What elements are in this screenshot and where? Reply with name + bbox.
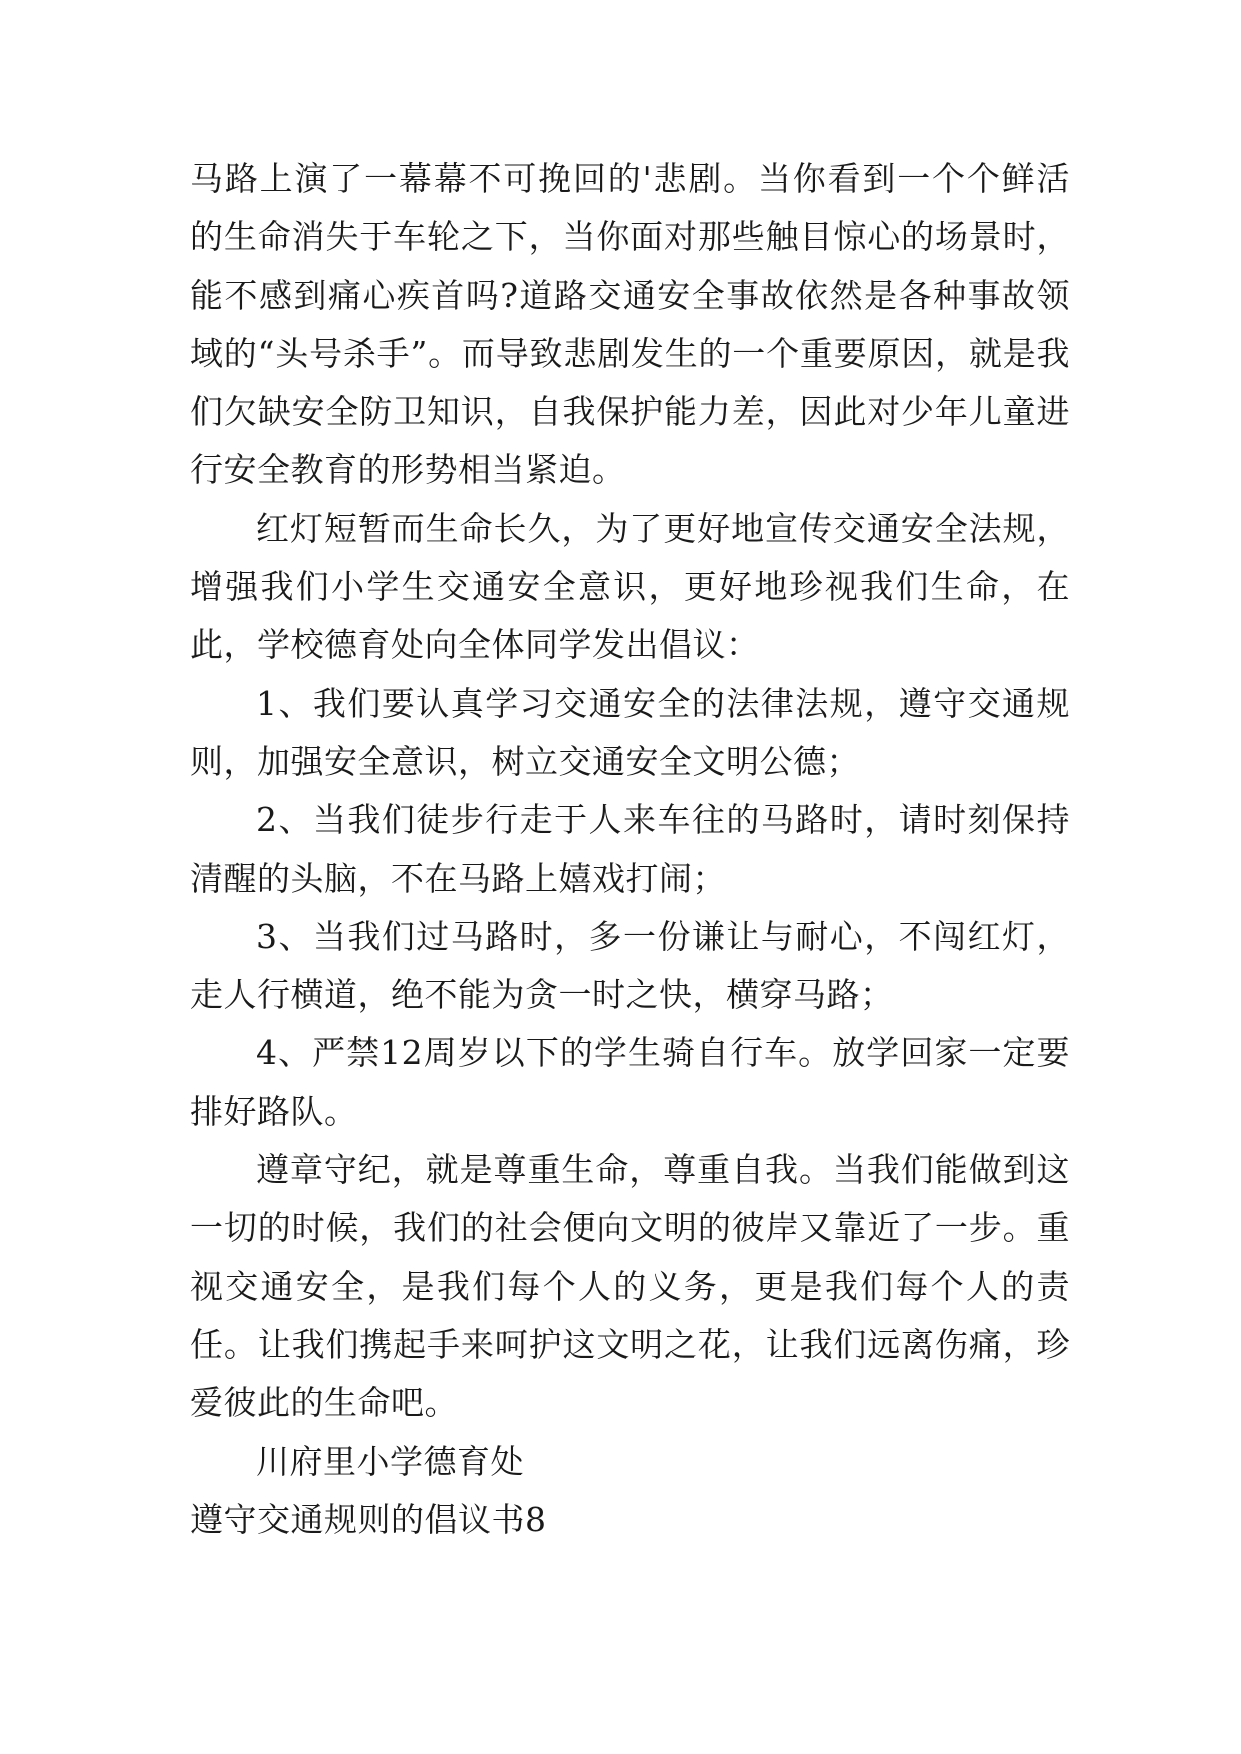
- paragraph: 遵章守纪，就是尊重生命，尊重自我。当我们能做到这一切的时候，我们的社会便向文明的彼岸又靠近了一步。重视交通安全，是我们每个人的义务，更是我们每个人的责任。让我们携起手来呵护这文明之花，让我们远离伤痛，珍爱彼此的生命吧。: [190, 1150, 1070, 1423]
- section-title: 遵守交通规则的倡议书8: [190, 1499, 547, 1539]
- signature: 川府里小学德育处: [256, 1441, 524, 1481]
- paragraph: 马路上演了一幕幕不可挽回的'悲剧。当你看到一个个鲜活的生命消失于车轮之下，当你面对那些触目惊心的场景时，能不感到痛心疾首吗?道路交通安全事故依然是各种事故领域的“头号杀手”。而导致悲剧发生的一个重要原因，就是我们欠缺安全防卫知识，自我保护能力差，因此对少年儿童进行安全教育的形势相当紧迫。: [190, 159, 1070, 490]
- list-item: 3、当我们过马路时，多一份谦让与耐心，不闯红灯，走人行横道，绝不能为贪一时之快，横穿马路；: [190, 916, 1070, 1015]
- document-page: [190, 150, 1070, 1549]
- list-item: 2、当我们徒步行走于人来车往的马路时，请时刻保持清醒的头脑，不在马路上嬉戏打闹；: [190, 800, 1070, 898]
- list-item: 1、我们要认真学习交通安全的法律法规，遵守交通规则，加强安全意识，树立交通安全文明公德；: [190, 683, 1070, 781]
- list-item: 4、严禁12周岁以下的学生骑自行车。放学回家一定要排好路队。: [190, 1033, 1070, 1131]
- paragraph: 红灯短暂而生命长久，为了更好地宣传交通安全法规，增强我们小学生交通安全意识，更好地珍视我们生命，在此，学校德育处向全体同学发出倡议：: [190, 508, 1070, 665]
